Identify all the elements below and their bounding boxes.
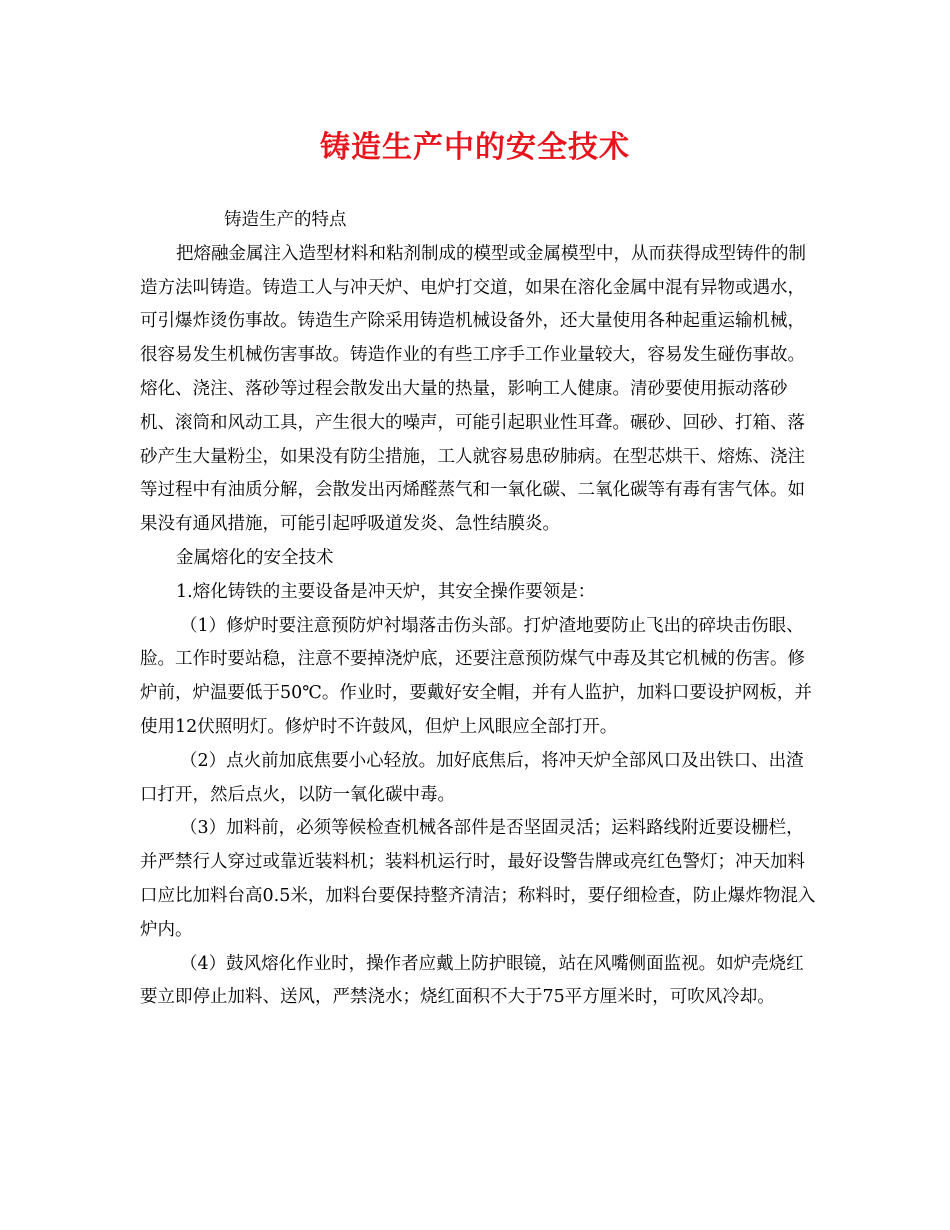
paragraph-cupola-intro: 1.熔化铸铁的主要设备是冲天炉，其安全操作要领是：	[176, 581, 596, 602]
paragraph-item-3: （3）加料前，必须等候检查机械各部件是否坚固灵活；运料路线附近要设栅栏，并严禁行人穿过或靠近装料机；装料机运行时，最好设警告牌或亮红色警灯；冲天加料口应比加料台高0.5米，加料台要保持整齐清洁；称料时，要仔细检查，防止爆炸物混入炉内。	[140, 818, 816, 940]
paragraph-item-2: （2）点火前加底焦要小心轻放。加好底焦后，将冲天炉全部风口及出铁口、出渣口打开，然后点火，以防一氧化碳中毒。	[140, 750, 804, 805]
document-title: 铸造生产中的安全技术	[320, 130, 630, 165]
paragraph-item-4: （4）鼓风熔化作业时，操作者应戴上防护眼镜，站在风嘴侧面监视。如炉壳烧红要立即停止加料、送风，严禁浇水；烧红面积不大于75平方厘米时，可吹风冷却。	[140, 953, 804, 1008]
section-heading-melting-safety: 金属熔化的安全技术	[176, 547, 334, 568]
paragraph-item-1: （1）修炉时要注意预防炉衬塌落击伤头部。打炉渣地要防止飞出的碎块击伤眼、脸。工作时要站稳，注意不要掉浇炉底，还要注意预防煤气中毒及其它机械的伤害。修炉前，炉温要低于50℃。作业时，要戴好安全帽，并有人监护，加料口要设护网板，并使用12伏照明灯。修炉时不许鼓风，但炉上风眼应全部打开。	[140, 615, 812, 737]
document-body	[140, 204, 820, 1015]
paragraph-casting-overview: 把熔融金属注入造型材料和粘剂制成的模型或金属模型中，从而获得成型铸件的制造方法叫铸造。铸造工人与冲天炉、电炉打交道，如果在溶化金属中混有异物或遇水，可引爆炸烫伤事故。铸造生产除采用铸造机械设备外，还大量使用各种起重运输机械，很容易发生机械伤害事故。铸造作业的有些工序手工作业量较大，容易发生碰伤事故。熔化、浇注、落砂等过程会散发出大量的热量，影响工人健康。清砂要使用振动落砂机、滚筒和风动工具，产生很大的噪声，可能引起职业性耳聋。碾砂、回砂、打箱、落砂产生大量粉尘，如果没有防尘措施，工人就容易患矽肺病。在型芯烘干、熔炼、浇注等过程中有油质分解，会散发出丙烯醛蒸气和一氧化碳、二氧化碳等有毒有害气体。如果没有通风措施，可能引起呼吸道发炎、急性结膜炎。	[140, 243, 806, 535]
section-heading-features: 铸造生产的特点	[224, 210, 347, 230]
